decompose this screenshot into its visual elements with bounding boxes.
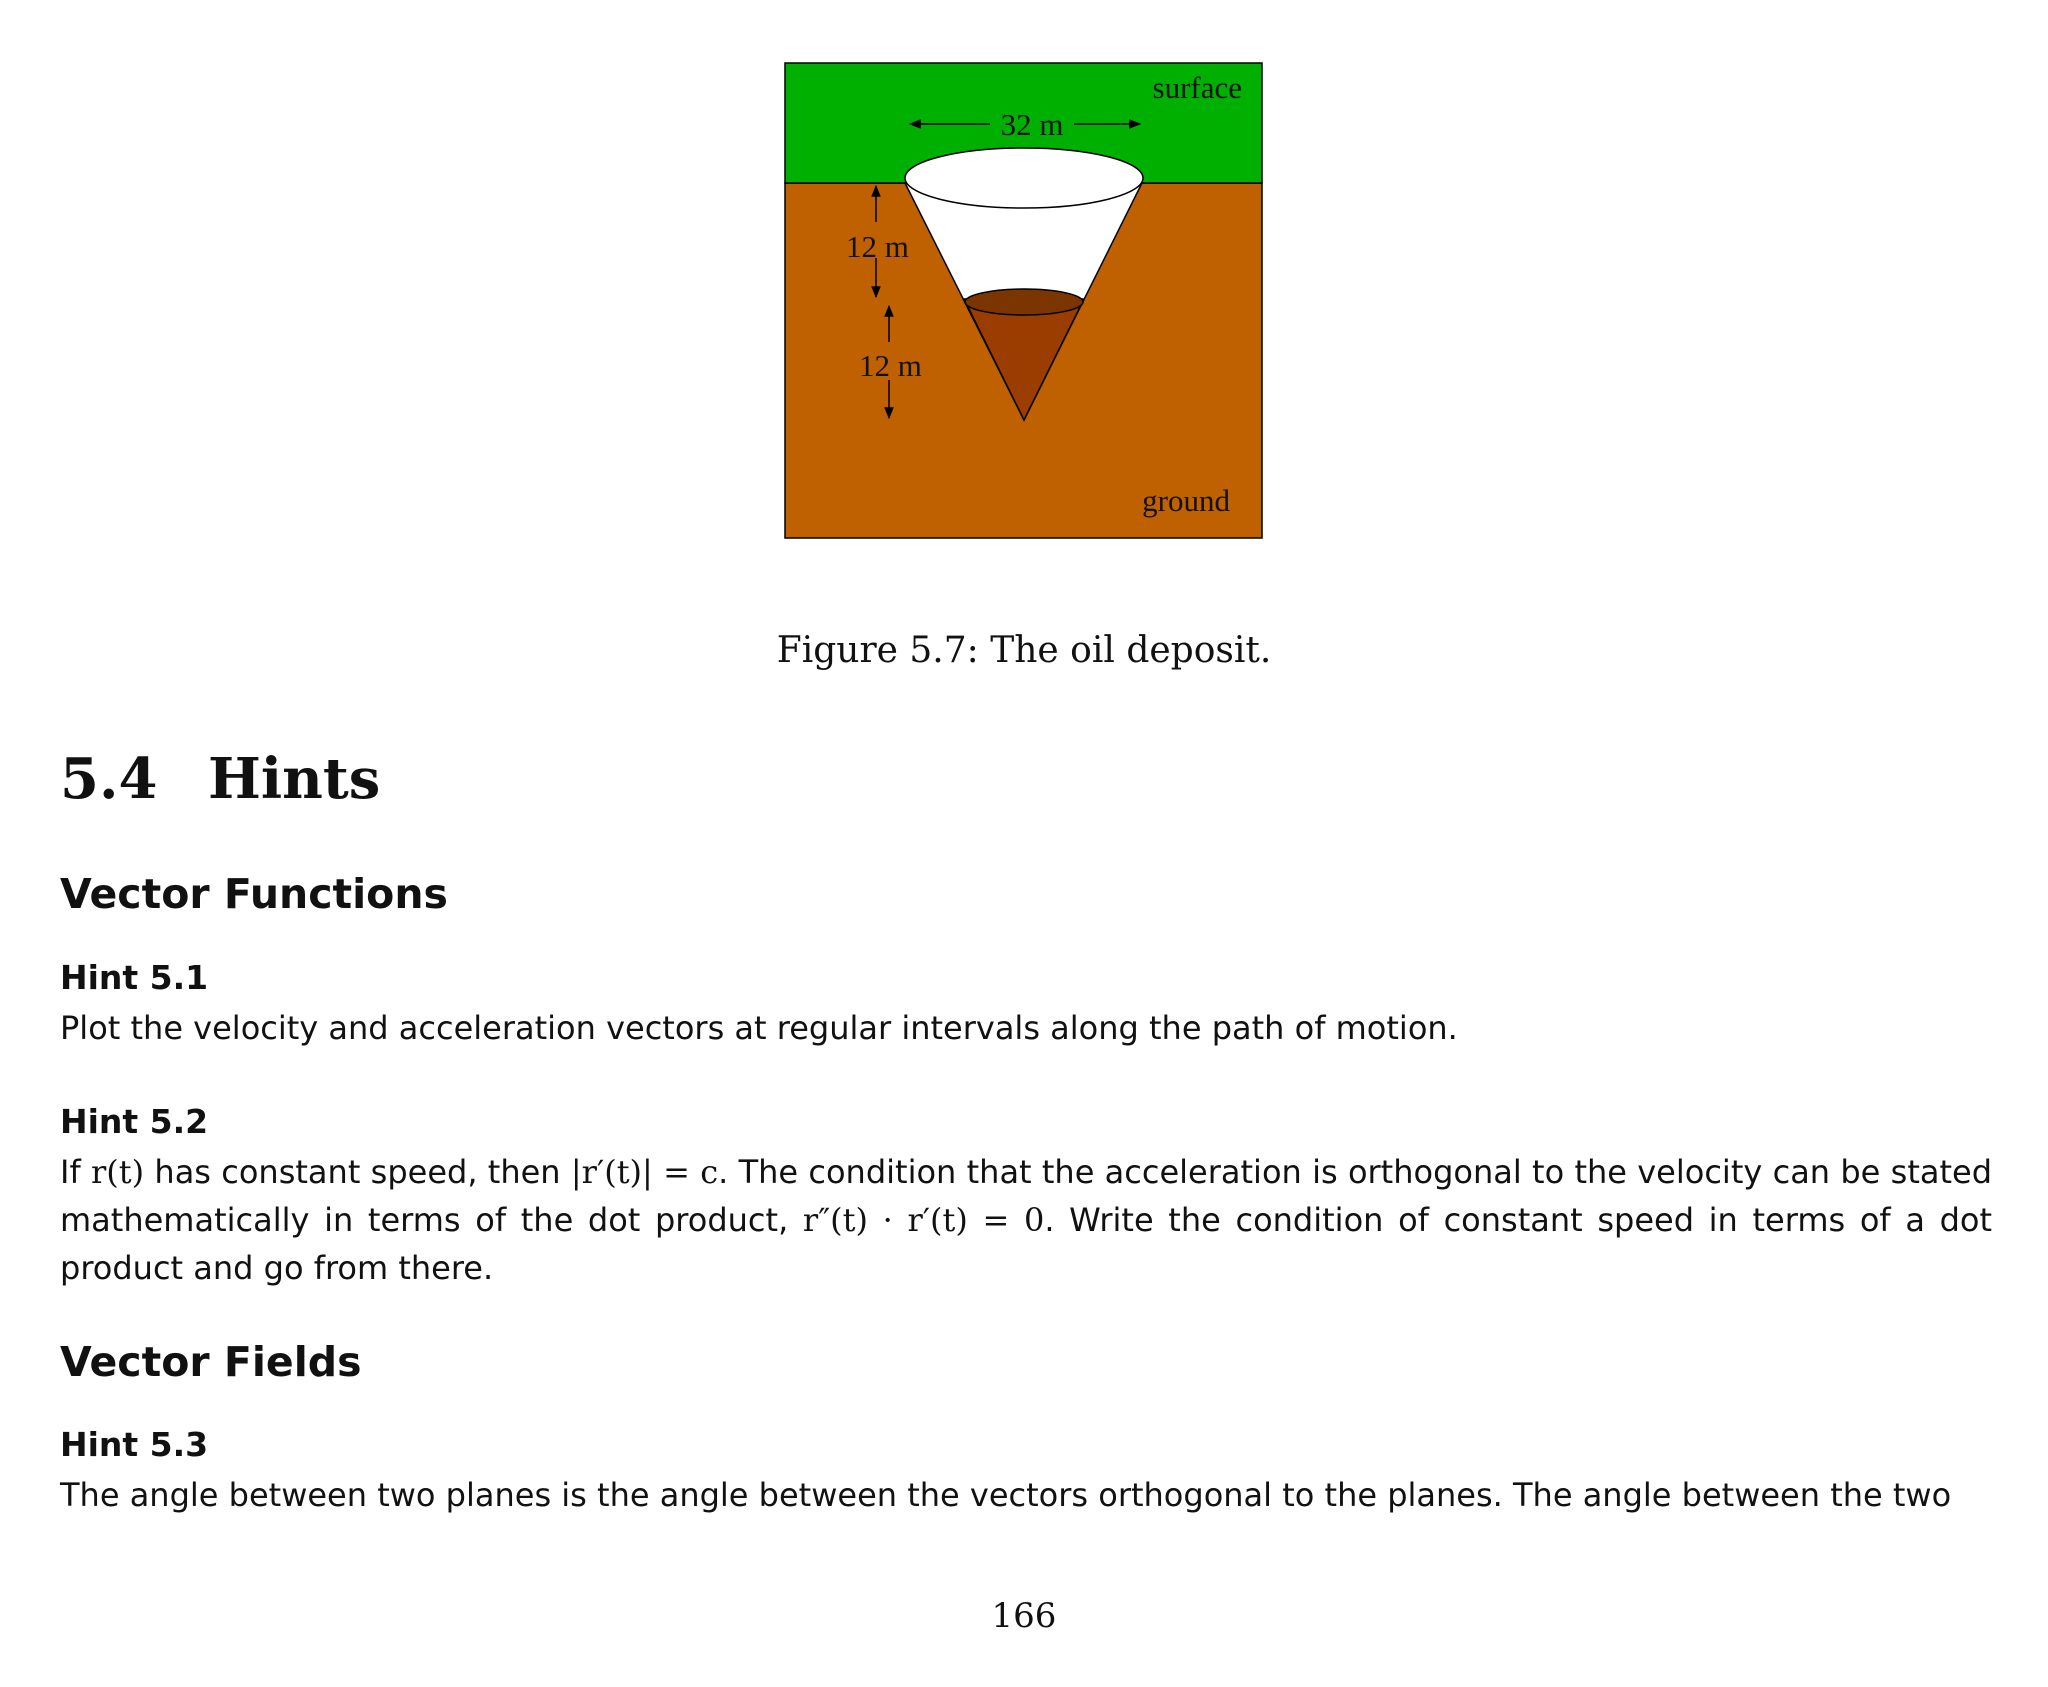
hint-text: Plot the velocity and acceleration vectors at regular intervals along the path of motion. bbox=[60, 1009, 1458, 1047]
text-run: has constant speed, then bbox=[144, 1153, 571, 1191]
section-number: 5.4 bbox=[60, 746, 158, 812]
figure-caption: Figure 5.7: The oil deposit. bbox=[776, 630, 1272, 671]
section-heading bbox=[60, 746, 380, 812]
text-run: If bbox=[60, 1153, 91, 1191]
math-orthogonal-condition: r″(t) · r′(t) = 0 bbox=[802, 1201, 1045, 1239]
hint-title: Hint 5.3 bbox=[60, 1425, 209, 1464]
width-label: 32 m bbox=[1000, 107, 1064, 142]
hint-text bbox=[60, 1148, 1992, 1292]
depth-bottom-label: 12 m bbox=[859, 348, 922, 383]
ground-label: ground bbox=[1142, 483, 1230, 518]
cone-opening bbox=[905, 148, 1143, 208]
subsection-vector-fields: Vector Fields bbox=[60, 1338, 362, 1386]
math-r-of-t: r(t) bbox=[91, 1153, 145, 1191]
text-run: . Write the condition of constant speed in terms of a dot product and go from there. bbox=[60, 1201, 1993, 1287]
page-number: 166 bbox=[991, 1596, 1057, 1636]
hint-title: Hint 5.1 bbox=[60, 958, 209, 997]
math-speed-condition: |r′(t)| = c bbox=[570, 1153, 719, 1191]
section-title: Hints bbox=[208, 746, 381, 812]
hint-title: Hint 5.2 bbox=[60, 1102, 209, 1141]
oil-deposit-figure bbox=[784, 62, 1264, 540]
surface-label: surface bbox=[1152, 70, 1242, 105]
text-run: . The condition that the acceleration is orthogonal to the velocity can be stated mathematically in terms of the dot product, bbox=[60, 1153, 1993, 1239]
oil-surface bbox=[965, 289, 1083, 315]
oil-deposit-diagram bbox=[784, 62, 1264, 540]
subsection-vector-functions: Vector Functions bbox=[60, 870, 448, 918]
depth-top-label: 12 m bbox=[846, 229, 909, 264]
hint-text: The angle between two planes is the angle between the vectors orthogonal to the planes. The angle between the two bbox=[60, 1476, 1952, 1514]
